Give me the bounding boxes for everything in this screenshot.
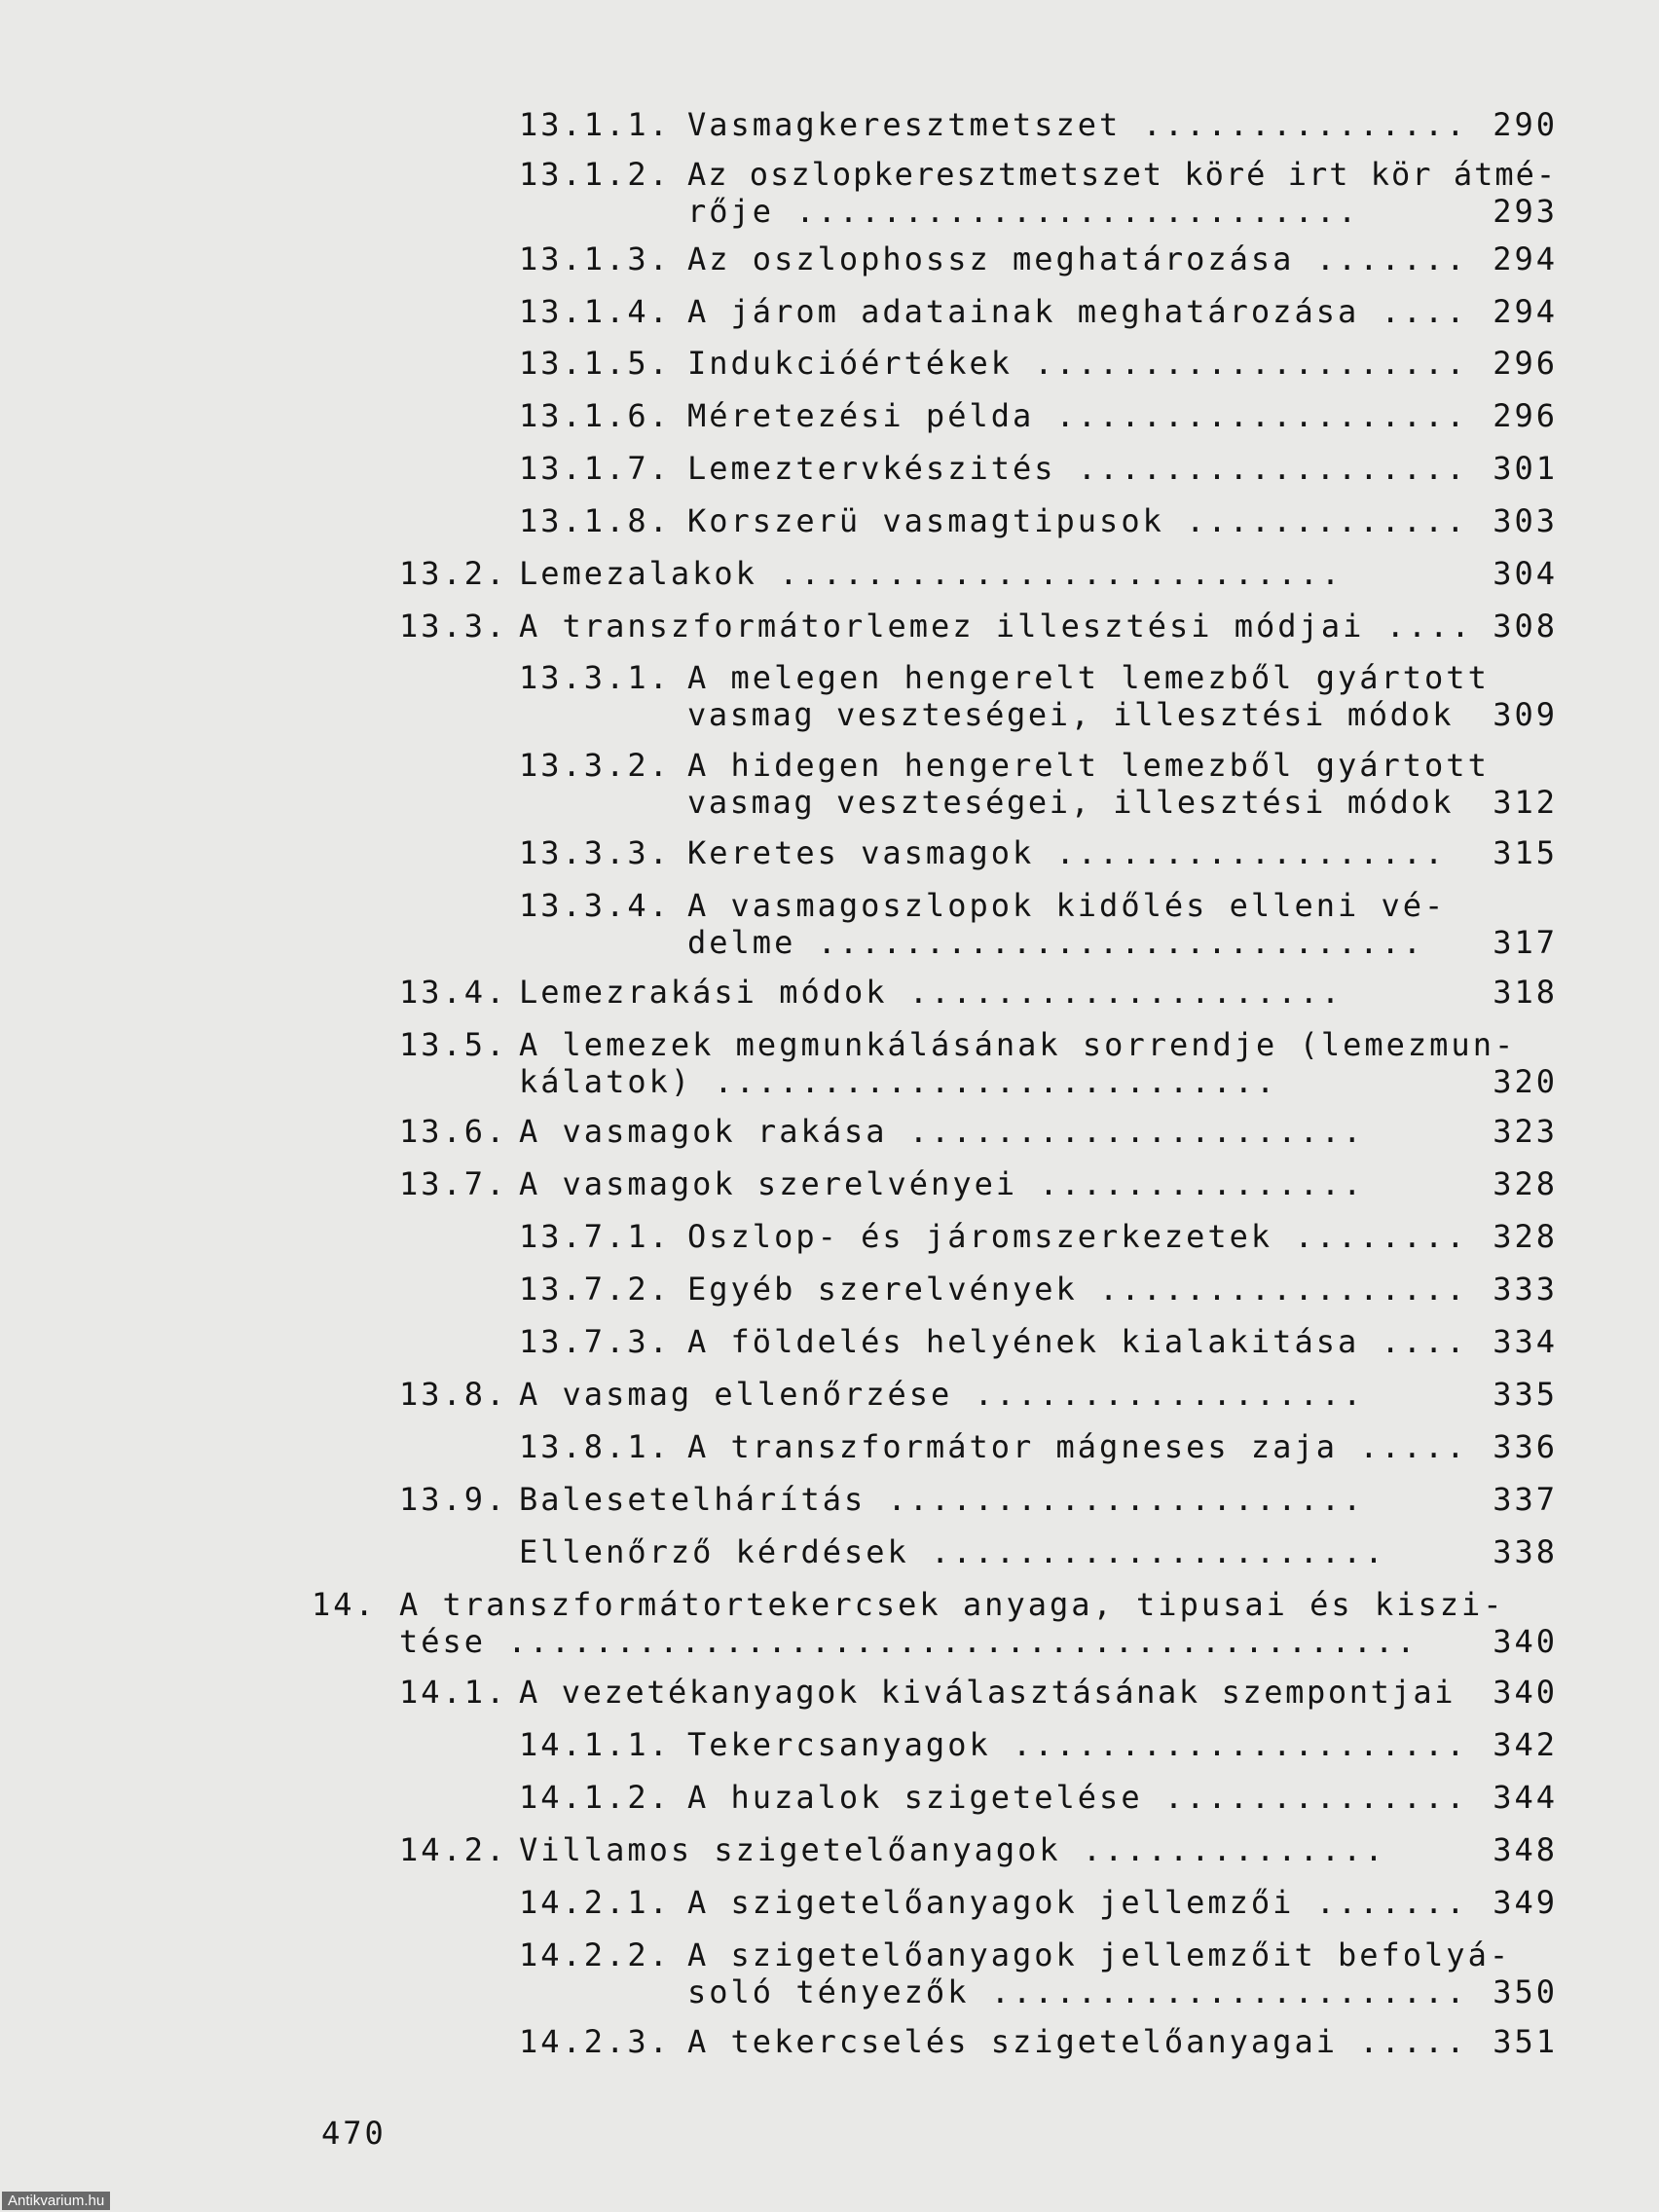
section-number: 14. bbox=[312, 1586, 377, 1623]
section-title: Indukcióértékek .................... bbox=[687, 345, 1468, 382]
section-title: Az oszlopkeresztmetszet köré irt kör átmé- bbox=[687, 156, 1558, 193]
section-title: Méretezési példa ................... bbox=[687, 397, 1468, 434]
page-ref: 334 bbox=[1493, 1323, 1558, 1360]
page-ref: 337 bbox=[1493, 1481, 1558, 1518]
page-ref: 303 bbox=[1493, 502, 1558, 539]
section-number: 14.1.2. bbox=[519, 1779, 671, 1816]
section-number: 13.5. bbox=[399, 1026, 508, 1063]
section-number: 13.7.1. bbox=[519, 1218, 671, 1255]
page-ref: 315 bbox=[1493, 834, 1558, 871]
page-ref: 348 bbox=[1493, 1831, 1558, 1868]
section-title: A vasmagok rakása ..................... bbox=[519, 1113, 1365, 1150]
section-number: 14.2.3. bbox=[519, 2023, 671, 2060]
section-number: 13.3.1. bbox=[519, 659, 671, 696]
section-number: 13.6. bbox=[399, 1113, 508, 1150]
section-number: 14.2.1. bbox=[519, 1884, 671, 1921]
section-title-continued: kálatok) .......................... bbox=[519, 1063, 1278, 1100]
section-title: A transzformátor mágneses zaja ..... bbox=[687, 1428, 1468, 1465]
section-title: A lemezek megmunkálásának sorrendje (lemezmun- bbox=[519, 1026, 1517, 1063]
page-ref: 293 bbox=[1493, 193, 1558, 230]
page-ref: 338 bbox=[1493, 1533, 1558, 1570]
section-number: 13.1.3. bbox=[519, 240, 671, 277]
section-title: Balesetelhárítás ...................... bbox=[519, 1481, 1365, 1518]
section-title: A vasmag ellenőrzése .................. bbox=[519, 1376, 1365, 1413]
page-ref: 342 bbox=[1493, 1726, 1558, 1763]
section-number: 13.9. bbox=[399, 1481, 508, 1518]
section-title-continued: soló tényezők ...................... bbox=[687, 1973, 1468, 2010]
section-title-continued: vasmag veszteségei, illesztési módok bbox=[687, 784, 1476, 821]
page-ref: 320 bbox=[1493, 1063, 1558, 1100]
section-number: 14.1. bbox=[399, 1674, 508, 1711]
page-ref: 328 bbox=[1493, 1165, 1558, 1202]
section-title: Tekercsanyagok ..................... bbox=[687, 1726, 1468, 1763]
section-number: 13.1.2. bbox=[519, 156, 671, 193]
page-ref: 309 bbox=[1493, 696, 1558, 733]
section-title: Vasmagkeresztmetszet ............... bbox=[687, 106, 1468, 143]
section-title: A szigetelőanyagok jellemzőit befolyá- bbox=[687, 1936, 1512, 1973]
section-title: Lemezalakok .......................... bbox=[519, 555, 1344, 592]
section-number: 13.3.3. bbox=[519, 834, 671, 871]
page-ref: 328 bbox=[1493, 1218, 1558, 1255]
section-title: Ellenőrző kérdések ..................... bbox=[519, 1533, 1386, 1570]
section-title: A szigetelőanyagok jellemzői ....... bbox=[687, 1884, 1468, 1921]
section-title: A transzformátortekercsek anyaga, tipusai és kiszi- bbox=[399, 1586, 1505, 1623]
section-title: A földelés helyének kialakitása .... bbox=[687, 1323, 1468, 1360]
page-ref: 294 bbox=[1493, 293, 1558, 330]
page-ref: 335 bbox=[1493, 1376, 1558, 1413]
section-number: 13.7. bbox=[399, 1165, 508, 1202]
page-ref: 301 bbox=[1493, 450, 1558, 487]
section-title: A járom adatainak meghatározása .... bbox=[687, 293, 1468, 330]
section-title-continued: rője .......................... bbox=[687, 193, 1360, 230]
section-number: 13.7.2. bbox=[519, 1271, 671, 1308]
page-number: 470 bbox=[321, 2115, 387, 2152]
page-ref: 344 bbox=[1493, 1779, 1558, 1816]
section-title: Lemeztervkészités .................. bbox=[687, 450, 1468, 487]
section-title-continued: tése .......................................... bbox=[399, 1623, 1419, 1660]
section-number: 14.2.2. bbox=[519, 1936, 671, 1973]
section-title: A tekercselés szigetelőanyagai ..... bbox=[687, 2023, 1468, 2060]
page-ref: 340 bbox=[1493, 1623, 1558, 1660]
page-ref: 296 bbox=[1493, 397, 1558, 434]
section-title: A melegen hengerelt lemezből gyártott bbox=[687, 659, 1490, 696]
page-ref: 318 bbox=[1493, 974, 1558, 1011]
section-title: Lemezrakási módok .................... bbox=[519, 974, 1344, 1011]
section-number: 13.3.4. bbox=[519, 887, 671, 924]
section-number: 13.3.2. bbox=[519, 747, 671, 784]
page-ref: 304 bbox=[1493, 555, 1558, 592]
section-number: 13.1.7. bbox=[519, 450, 671, 487]
section-number: 14.1.1. bbox=[519, 1726, 671, 1763]
section-title: Oszlop- és járomszerkezetek ........ bbox=[687, 1218, 1468, 1255]
section-title: A vasmagok szerelvényei ............... bbox=[519, 1165, 1365, 1202]
section-title-continued: delme ............................ bbox=[687, 924, 1425, 961]
page-ref: 350 bbox=[1493, 1973, 1558, 2010]
section-title: Keretes vasmagok .................. bbox=[687, 834, 1447, 871]
section-number: 13.8.1. bbox=[519, 1428, 671, 1465]
watermark: Antikvarium.hu bbox=[2, 2192, 110, 2210]
section-title: Egyéb szerelvények ................. bbox=[687, 1271, 1468, 1308]
section-title: Korszerü vasmagtipusok ............. bbox=[687, 502, 1468, 539]
section-number: 13.1.5. bbox=[519, 345, 671, 382]
section-title: A vasmagoszlopok kidőlés elleni vé- bbox=[687, 887, 1447, 924]
section-number: 13.1.6. bbox=[519, 397, 671, 434]
page-ref: 340 bbox=[1493, 1674, 1558, 1711]
section-number: 13.2. bbox=[399, 555, 508, 592]
section-number: 13.3. bbox=[399, 608, 508, 645]
section-number: 13.1.4. bbox=[519, 293, 671, 330]
section-title: A huzalok szigetelése .............. bbox=[687, 1779, 1468, 1816]
section-number: 13.7.3. bbox=[519, 1323, 671, 1360]
section-number: 13.8. bbox=[399, 1376, 508, 1413]
page-ref: 351 bbox=[1493, 2023, 1558, 2060]
section-title: A transzformátorlemez illesztési módjai .... bbox=[519, 608, 1473, 645]
section-title: Az oszlophossz meghatározása ....... bbox=[687, 240, 1468, 277]
section-number: 14.2. bbox=[399, 1831, 508, 1868]
section-title: Villamos szigetelőanyagok .............. bbox=[519, 1831, 1386, 1868]
section-number: 13.1.1. bbox=[519, 106, 671, 143]
page-ref: 317 bbox=[1493, 924, 1558, 961]
section-number: 13.4. bbox=[399, 974, 508, 1011]
section-title: A vezetékanyagok kiválasztásának szempontjai bbox=[519, 1674, 1477, 1711]
page-ref: 336 bbox=[1493, 1428, 1558, 1465]
page-ref: 323 bbox=[1493, 1113, 1558, 1150]
page-ref: 308 bbox=[1493, 608, 1558, 645]
section-title: A hidegen hengerelt lemezből gyártott bbox=[687, 747, 1490, 784]
page-ref: 294 bbox=[1493, 240, 1558, 277]
section-number: 13.1.8. bbox=[519, 502, 671, 539]
page-ref: 333 bbox=[1493, 1271, 1558, 1308]
page-ref: 312 bbox=[1493, 784, 1558, 821]
section-title-continued: vasmag veszteségei, illesztési módok bbox=[687, 696, 1476, 733]
page-ref: 349 bbox=[1493, 1884, 1558, 1921]
page-ref: 290 bbox=[1493, 106, 1558, 143]
page-ref: 296 bbox=[1493, 345, 1558, 382]
